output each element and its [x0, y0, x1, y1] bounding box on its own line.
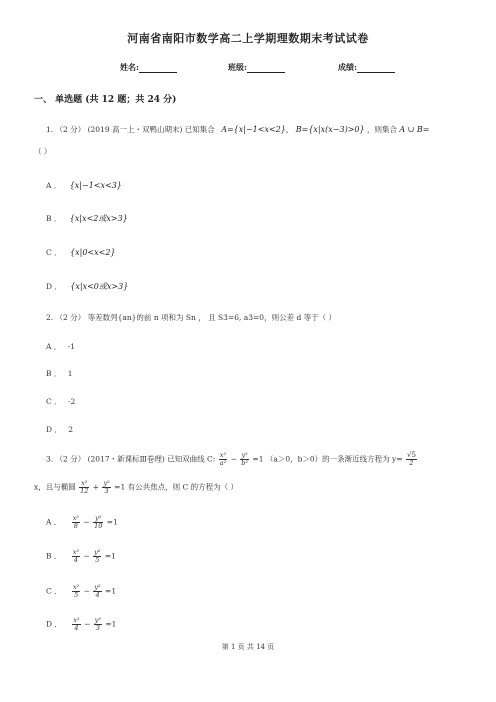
fraction-x2-12: $\frac{\text{x²}}{12}$ — [80, 479, 89, 495]
option-label: D ． — [46, 425, 62, 434]
option-3a — [46, 515, 118, 530]
minus-sign: − — [83, 586, 90, 596]
option-1c — [46, 247, 116, 258]
option-3c — [46, 584, 116, 599]
option-text: {x|x<0或x>3} — [70, 282, 129, 291]
option-text: -2 — [68, 397, 76, 406]
name-field — [120, 62, 177, 73]
fraction: $\frac{\text{y²}}{10}$ — [94, 514, 103, 530]
set-b: B={x|x(x−3)>0} — [295, 125, 365, 134]
option-label: D ． — [46, 619, 62, 629]
class-blank — [247, 64, 285, 73]
option-label: A ． — [46, 342, 62, 351]
comma: ， — [285, 125, 294, 134]
equals-one: =1 — [106, 517, 118, 527]
equals-one: =1 — [104, 551, 116, 561]
fraction-x2-a2: $\frac{\text{x²}}{\text{a²}}$ — [219, 451, 227, 467]
question-text-b: =1 （a＞0，b＞0）的一条渐近线方程为 y= — [252, 454, 403, 464]
score-field — [338, 62, 395, 73]
option-2d — [46, 424, 73, 435]
section-title: 一、 单选题 (共 12 题；共 24 分) — [34, 95, 177, 105]
score-blank — [357, 64, 395, 73]
score-label: 成绩: — [338, 62, 357, 72]
fraction: $\frac{\text{x²}}{4}$ — [72, 548, 80, 564]
option-label: C ． — [46, 586, 62, 596]
option-2b — [46, 368, 73, 379]
fraction: $\frac{\text{y²}}{3}$ — [94, 616, 101, 632]
fraction: $\frac{\text{y²}}{4}$ — [94, 583, 101, 599]
minus-sign: − — [83, 619, 91, 629]
fraction: $\frac{\text{x²}}{4}$ — [73, 616, 80, 632]
option-text: 1 — [67, 369, 73, 378]
option-label: B ． — [46, 551, 62, 561]
answer-paren: （ ） — [34, 147, 52, 156]
option-label: C ． — [46, 397, 62, 406]
minus-sign: − — [230, 454, 237, 464]
question-text: （2 分） (2019 高一上・双鸭山期末) 已知集合 — [55, 125, 215, 134]
fraction-y2-3: $\frac{\text{y²}}{3}$ — [103, 479, 110, 495]
question-text: （2 分） (2017・新课标Ⅲ卷理) 已知双曲线 C: — [55, 454, 216, 464]
minus-sign: − — [83, 517, 90, 527]
question-number: 2. — [46, 313, 54, 322]
equals-one: =1 — [105, 586, 117, 596]
class-field — [228, 62, 285, 73]
option-label: C ． — [46, 248, 62, 257]
option-label: B ． — [46, 369, 62, 378]
option-1d — [46, 281, 128, 292]
option-text: {x|−1<x<3} — [69, 181, 122, 190]
question-text-b: =1 有公共焦点，则 C 的方程为（ ） — [114, 482, 238, 492]
question-text: x，且与椭圆 — [34, 482, 76, 492]
question-text: （2 分） 等差数列{an}的前 n 项和为 Sn ， 且 S3=6, a3=0，则公差 d 等于（ ） — [55, 313, 337, 322]
question-tail: ，则集合 — [366, 125, 397, 134]
option-2c — [46, 396, 75, 407]
option-text: {x|x<2或x>3} — [69, 214, 128, 223]
page-footer: 第 1 页 共 14 页 — [221, 643, 275, 651]
question-number: 3. — [46, 454, 54, 464]
option-label: A ． — [46, 181, 62, 190]
option-1b — [46, 213, 128, 224]
option-1a — [46, 180, 122, 191]
option-2a — [46, 341, 75, 352]
question-3 — [46, 452, 418, 467]
fraction: $\frac{\text{x²}}{8}$ — [72, 514, 79, 530]
name-label: 姓名: — [120, 62, 139, 72]
option-text: {x|0<x<2} — [70, 248, 116, 257]
option-text: 2 — [68, 425, 74, 434]
fraction: $\frac{\text{x²}}{5}$ — [73, 583, 80, 599]
equals-one: =1 — [105, 619, 117, 629]
fraction: $\frac{\text{y²}}{5}$ — [94, 548, 101, 564]
option-label: D ． — [46, 282, 62, 291]
question-number: 1. — [46, 125, 54, 134]
fraction-sqrt5-2: $\frac{√5}{2}$ — [406, 451, 416, 467]
union-expression: A ∪ B= — [399, 125, 430, 134]
question-1 — [46, 124, 430, 135]
question-3-line-2 — [34, 480, 238, 495]
name-blank — [139, 64, 177, 73]
minus-sign: − — [83, 551, 90, 561]
option-3d — [46, 617, 116, 632]
page-title: 河南省南阳市数学高二上学期理数期末考试试卷 — [127, 32, 369, 45]
question-2 — [46, 312, 336, 323]
plus-sign: + — [92, 482, 100, 492]
class-label: 班级: — [228, 62, 247, 72]
set-a: A={x|−1<x<2} — [221, 125, 286, 134]
option-label: A ． — [46, 517, 62, 527]
option-label: B ． — [46, 214, 62, 223]
option-text: -1 — [67, 342, 76, 351]
option-3b — [46, 549, 116, 564]
fraction-y2-b2: $\frac{\text{y²}}{\text{b²}}$ — [241, 451, 249, 467]
